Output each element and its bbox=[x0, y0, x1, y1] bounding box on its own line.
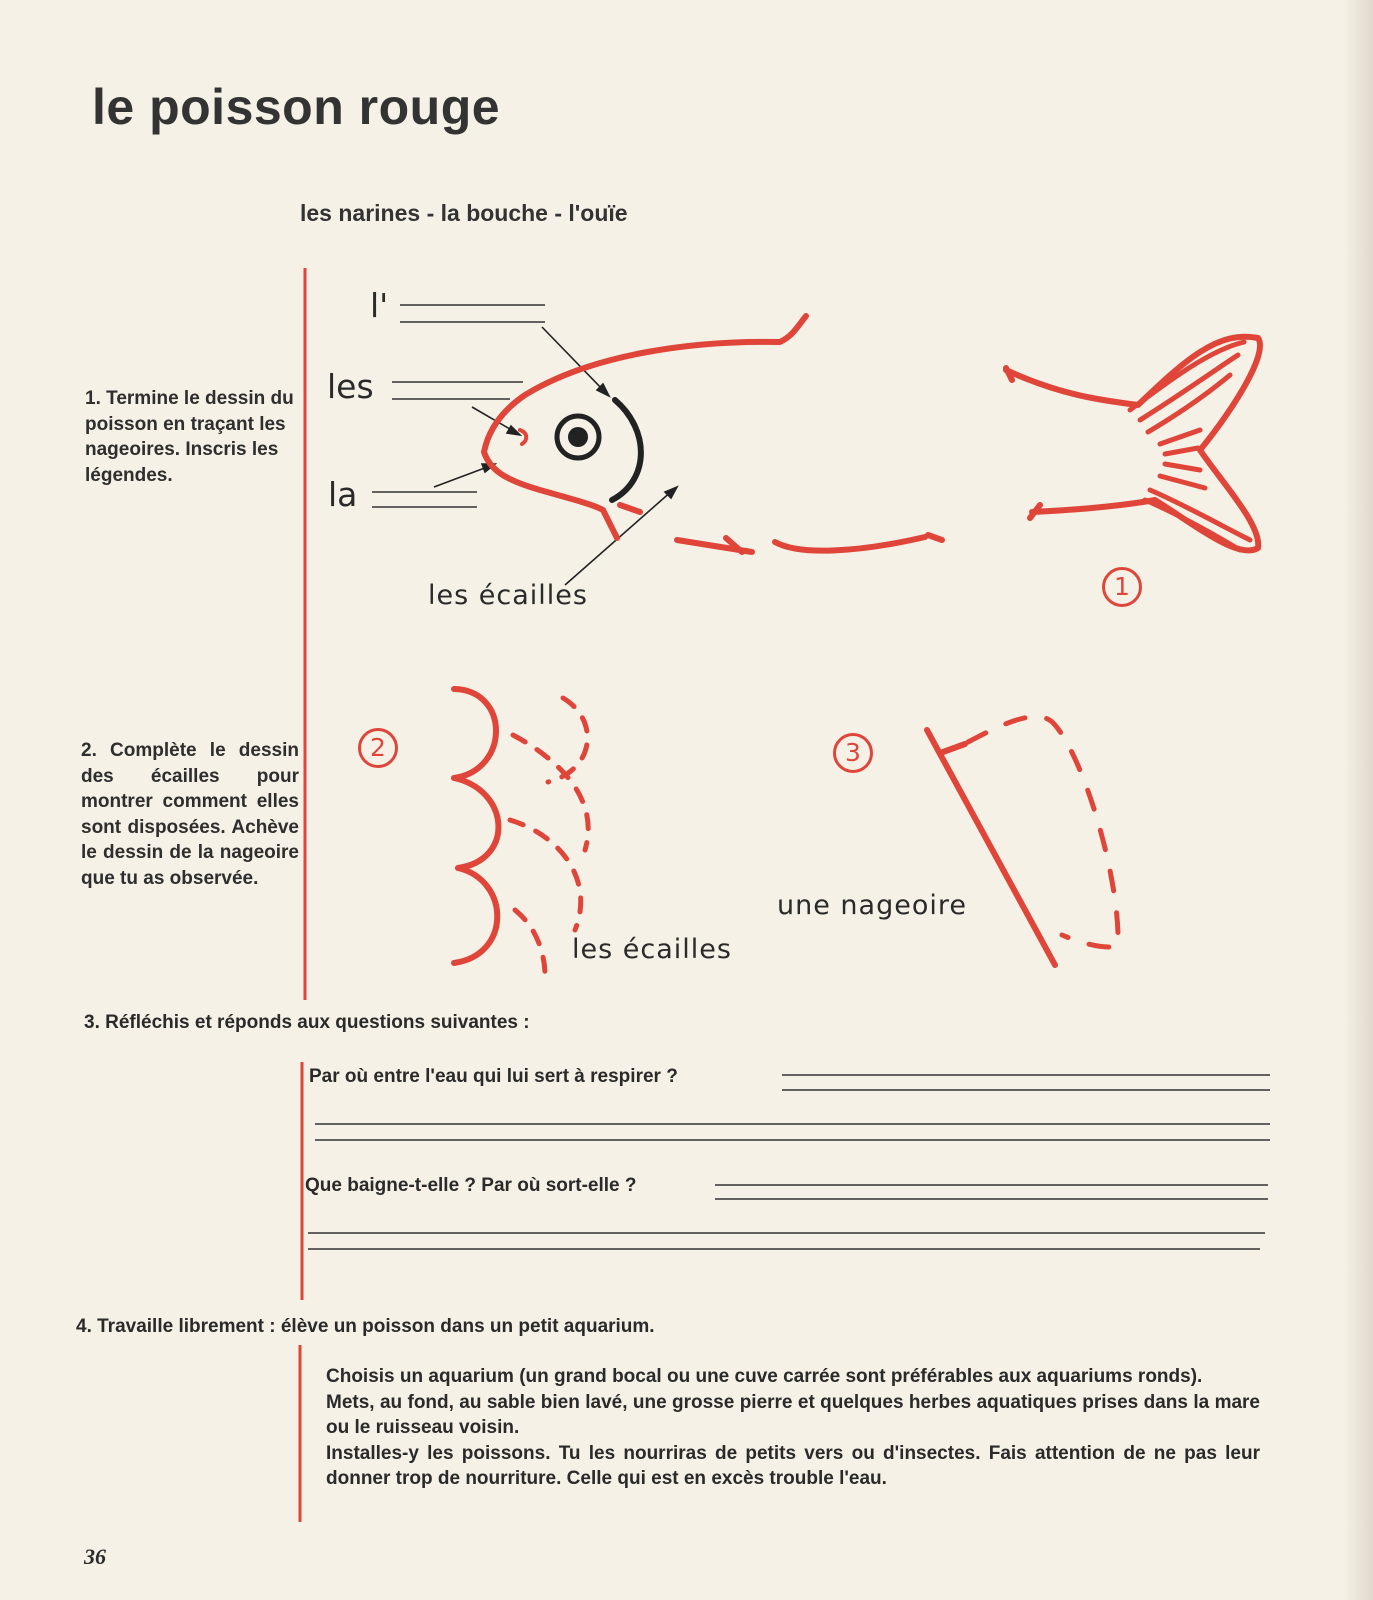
label-lines bbox=[372, 305, 545, 507]
label-l-prefix: l' bbox=[370, 286, 389, 325]
question-a: Par où entre l'eau qui lui sert à respirer ? bbox=[309, 1066, 678, 1087]
section-3-heading: 3. Réfléchis et réponds aux questions suivantes : bbox=[84, 1012, 530, 1033]
fish-eye bbox=[557, 416, 599, 458]
instruction-2-number: 2. bbox=[81, 740, 97, 761]
figure-number-1: 1 bbox=[1102, 567, 1142, 607]
figure-number-2: 2 bbox=[358, 728, 398, 768]
nostril bbox=[520, 430, 526, 444]
paragraph-fond: Mets, au fond, au sable bien lavé, une grosse pierre et quelques herbes aquatiques prises dans la mare ou le ruisseau voisin. bbox=[326, 1391, 1260, 1438]
figure-number-3: 3 bbox=[833, 733, 873, 773]
page-number: 36 bbox=[84, 1544, 106, 1569]
instruction-2-text: Complète le dessin des écailles pour montrer comment elles sont disposées. Achève le dessin de la nageoire que tu as observée. bbox=[81, 740, 300, 889]
label-ecailles-detail: les écailles bbox=[572, 934, 732, 965]
fin-dashed bbox=[968, 717, 1118, 947]
page-title: le poisson rouge bbox=[92, 79, 501, 135]
label-les-prefix: les bbox=[327, 367, 374, 406]
gill-arc bbox=[612, 400, 641, 500]
tail-rays bbox=[1130, 342, 1250, 550]
instruction-1-number: 1. bbox=[85, 388, 101, 409]
figure-subtitle: les narines - la bouche - l'ouïe bbox=[300, 200, 628, 226]
label-la-prefix: la bbox=[328, 475, 358, 514]
section-4-heading: 4. Travaille librement : élève un poisson dans un petit aquarium. bbox=[76, 1316, 655, 1337]
paragraph-aquarium: Choisis un aquarium (un grand bocal ou une cuve carrée sont préférables aux aquariums ronds). bbox=[326, 1366, 1203, 1387]
answer-lines bbox=[308, 1075, 1270, 1249]
label-nageoire: une nageoire bbox=[777, 890, 967, 921]
label-ecailles-fish: les écailles bbox=[428, 580, 588, 611]
paragraph-poissons: Installes-y les poissons. Tu les nourriras de petits vers ou d'insectes. Fais attention de ne pas leur donner trop de nourriture. Celle qui est en excès trouble l'eau. bbox=[326, 1442, 1260, 1489]
scales-drawing bbox=[454, 689, 498, 963]
section-4-instructions bbox=[326, 1364, 1260, 1492]
question-b: Que baigne-t-elle ? Par où sort-elle ? bbox=[305, 1175, 637, 1196]
fin-drawing bbox=[927, 730, 1055, 965]
instruction-1-text: Termine le dessin du poisson en traçant les nageoires. Inscris les légendes. bbox=[85, 388, 294, 486]
